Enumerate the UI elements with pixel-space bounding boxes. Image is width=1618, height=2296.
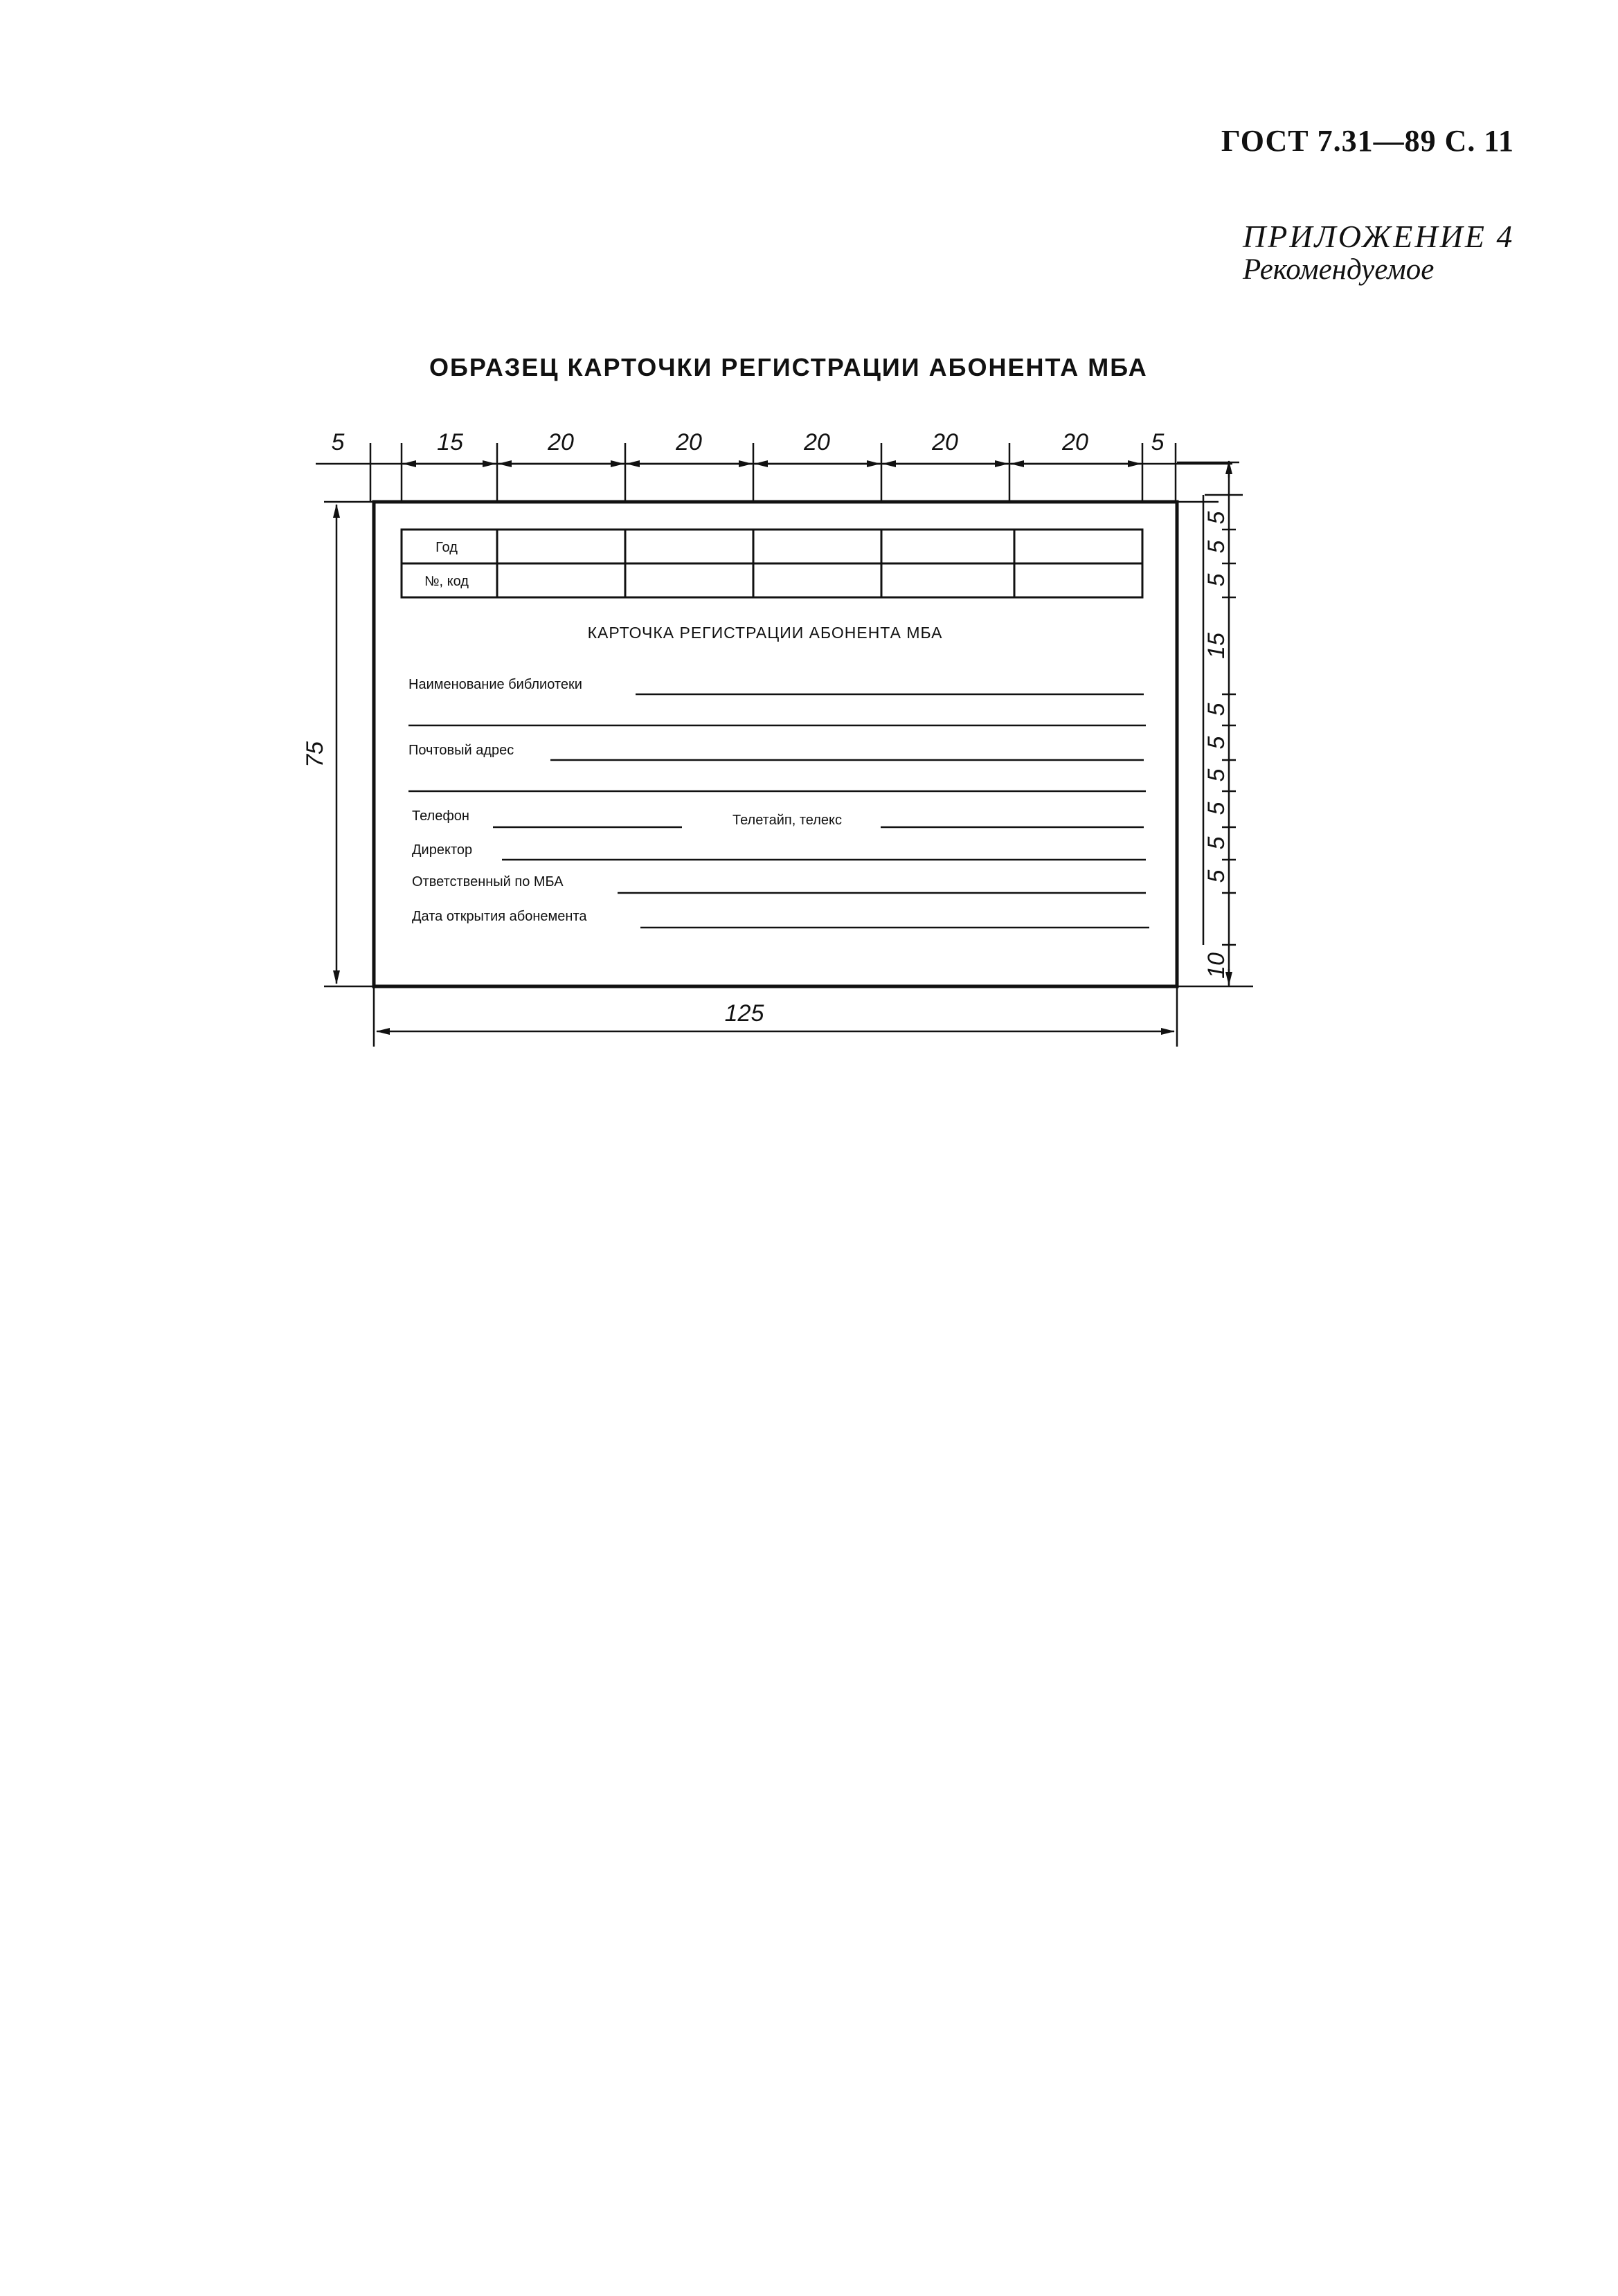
year-code-table [402, 530, 1142, 597]
dim-label: 20 [932, 429, 958, 455]
page-header: ГОСТ 7.31—89 С. 11 [1221, 124, 1514, 158]
form-fields [408, 677, 842, 924]
card-heading: КАРТОЧКА РЕГИСТРАЦИИ АБОНЕНТА МБА [587, 624, 943, 642]
dim-label: 5 [1203, 836, 1230, 850]
right-dimension-labels [1203, 511, 1230, 978]
dim-label: 5 [1203, 511, 1230, 525]
height-dimension [324, 502, 374, 986]
appendix-status: Рекомендуемое [1243, 253, 1435, 286]
dim-label: 20 [804, 429, 830, 455]
width-dimension [374, 986, 1177, 1047]
dim-label: 20 [676, 429, 702, 455]
top-dimension-labels [332, 429, 1165, 455]
dim-label: 5 [1203, 768, 1230, 782]
dim-label: 5 [1203, 869, 1230, 883]
appendix-label: ПРИЛОЖЕНИЕ 4 [1243, 219, 1515, 254]
dim-label: 10 [1203, 952, 1230, 979]
field-label-responsible: Ответственный по МБА [412, 874, 564, 889]
field-label-opening-date: Дата открытия абонемента [412, 909, 587, 924]
field-label-postal-address: Почтовый адрес [408, 743, 514, 758]
document-title: ОБРАЗЕЦ КАРТОЧКИ РЕГИСТРАЦИИ АБОНЕНТА МБА [429, 353, 1148, 381]
dim-label: 5 [1203, 573, 1230, 587]
dim-label: 15 [1203, 633, 1230, 659]
width-dimension-label: 125 [724, 1000, 764, 1027]
field-label-phone: Телефон [412, 808, 469, 824]
field-label-teletype: Телетайп, телекс [732, 813, 843, 828]
dim-label: 15 [437, 429, 463, 455]
field-label-library-name: Наименование библиотеки [408, 677, 582, 692]
dim-label: 20 [1062, 429, 1088, 455]
dim-label: 5 [1203, 736, 1230, 750]
field-label-director: Директор [412, 842, 473, 858]
dim-label: 5 [1203, 540, 1230, 554]
right-dimension-chain [1177, 461, 1253, 986]
table-row-label-year: Год [435, 540, 458, 555]
dim-label: 5 [1203, 703, 1230, 716]
table-row-label-code: №, код [424, 574, 469, 589]
dim-label: 20 [548, 429, 574, 455]
form-fill-lines [408, 694, 1149, 928]
dim-label: 5 [331, 429, 345, 455]
height-dimension-label: 75 [302, 741, 328, 768]
dim-label: 5 [1203, 802, 1230, 815]
dim-label: 5 [1151, 429, 1165, 455]
